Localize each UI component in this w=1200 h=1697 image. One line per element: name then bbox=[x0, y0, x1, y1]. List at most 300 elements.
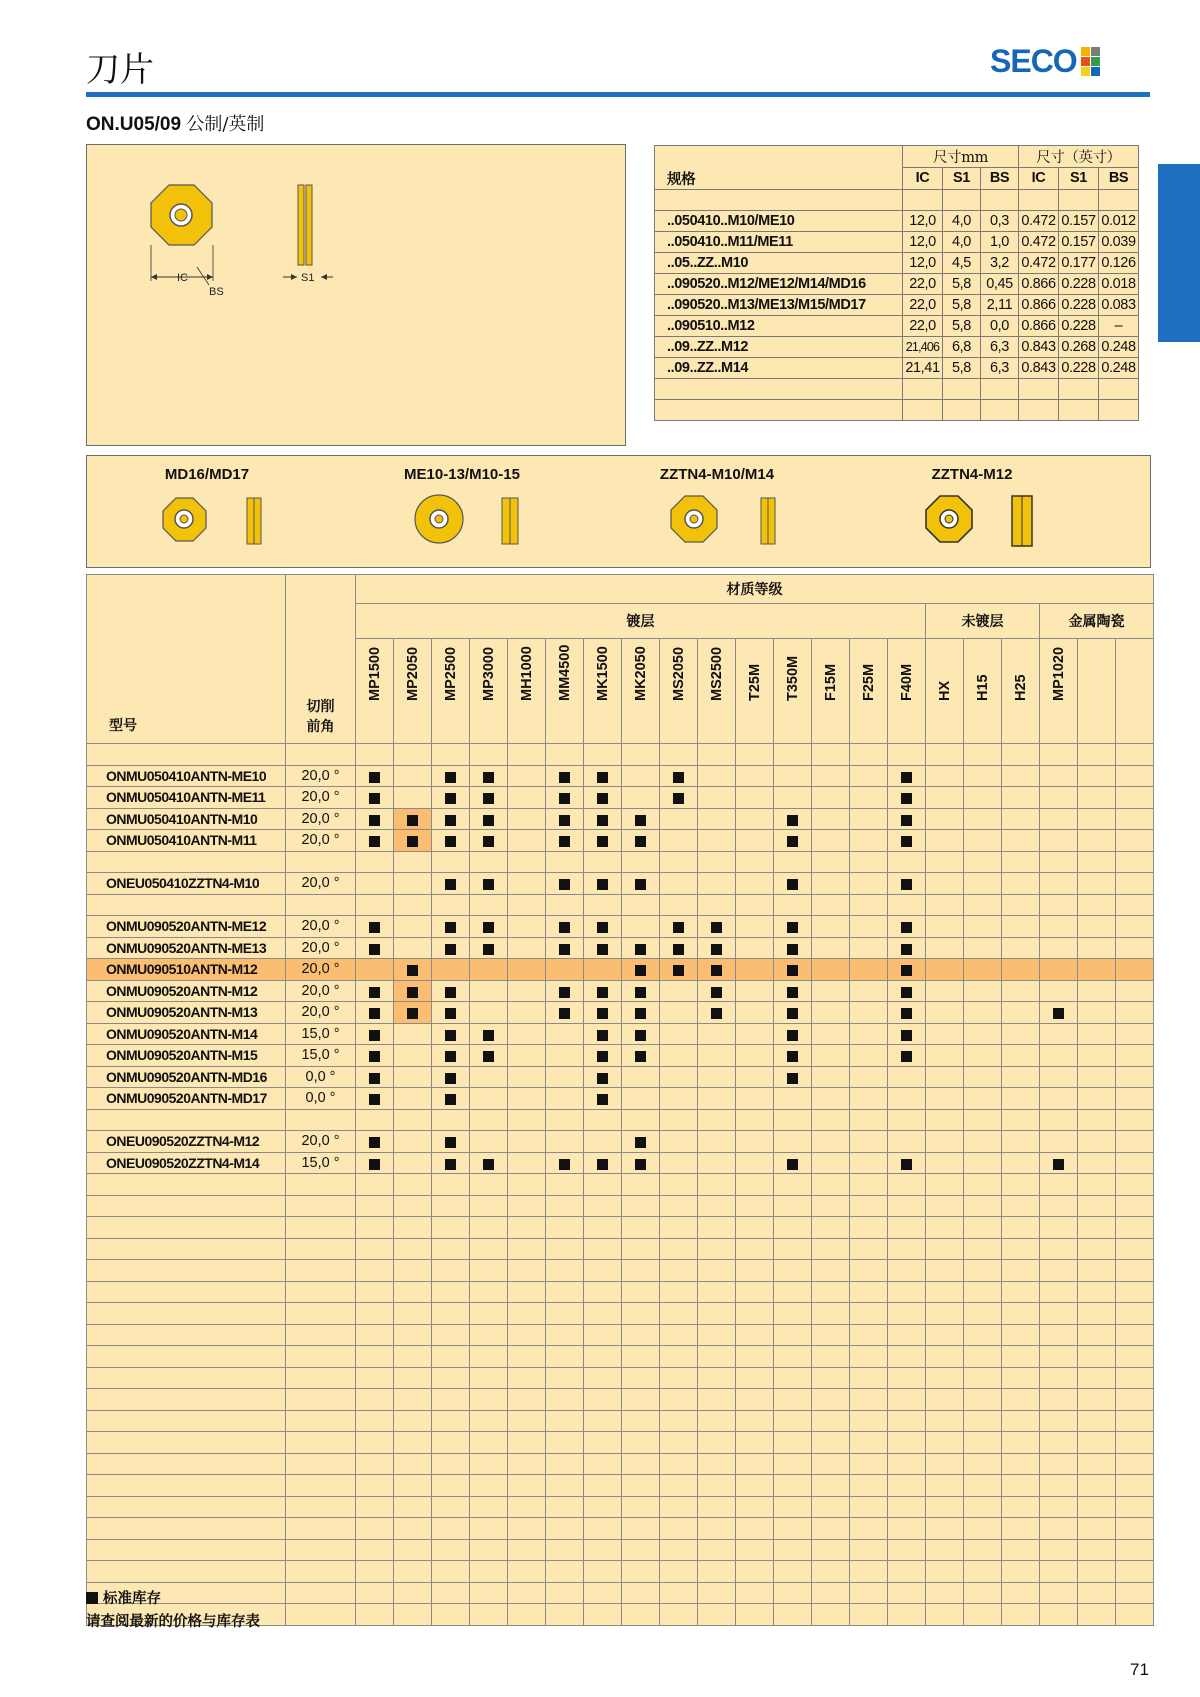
grade-cell bbox=[774, 808, 812, 830]
grade-cell bbox=[926, 851, 964, 873]
numbered-insert-icon bbox=[597, 456, 837, 569]
grade-cell bbox=[698, 894, 736, 916]
grade-cell bbox=[1116, 959, 1154, 981]
grade-cell bbox=[356, 1131, 394, 1153]
grade-cell bbox=[964, 980, 1002, 1002]
grade-cell bbox=[394, 1604, 432, 1626]
model-code: ONMU090520ANTN-M15 bbox=[87, 1045, 286, 1067]
grade-cell bbox=[584, 1346, 622, 1368]
stock-square-icon bbox=[673, 944, 684, 955]
stock-square-icon bbox=[597, 1159, 608, 1170]
grade-cell bbox=[698, 1475, 736, 1497]
stock-square-icon bbox=[369, 815, 380, 826]
grade-cell bbox=[888, 1389, 926, 1411]
grade-cell bbox=[850, 808, 888, 830]
table-row bbox=[87, 1539, 1154, 1561]
grade-cell bbox=[394, 959, 432, 981]
grade-cell bbox=[926, 1066, 964, 1088]
grade-cell bbox=[736, 1066, 774, 1088]
grade-cell bbox=[584, 1002, 622, 1024]
dim-value: 4,0 bbox=[943, 231, 981, 252]
table-row bbox=[87, 1174, 1154, 1196]
grade-cell bbox=[356, 1281, 394, 1303]
grade-cell bbox=[394, 980, 432, 1002]
grade-cell bbox=[964, 1389, 1002, 1411]
grade-cell bbox=[356, 1539, 394, 1561]
grade-cell bbox=[1002, 1023, 1040, 1045]
grade-cell bbox=[1078, 916, 1116, 938]
grade-cell bbox=[964, 1174, 1002, 1196]
grade-cell bbox=[432, 1217, 470, 1239]
grade-cell bbox=[356, 830, 394, 852]
grade-cell bbox=[432, 1109, 470, 1131]
grade-cell bbox=[1078, 959, 1116, 981]
grade-cell bbox=[394, 1281, 432, 1303]
grade-cell bbox=[1002, 765, 1040, 787]
grade-cell bbox=[546, 873, 584, 895]
grade-cell bbox=[812, 1131, 850, 1153]
grade-cell bbox=[926, 1432, 964, 1454]
grade-cell bbox=[356, 1066, 394, 1088]
grade-cell bbox=[850, 980, 888, 1002]
grade-cell bbox=[546, 894, 584, 916]
dim-value: 0.268 bbox=[1059, 336, 1099, 357]
grade-cell bbox=[964, 1088, 1002, 1110]
grade-cell bbox=[850, 744, 888, 766]
grade-cell bbox=[926, 873, 964, 895]
grade-cell bbox=[622, 980, 660, 1002]
grade-cell bbox=[1116, 1324, 1154, 1346]
grade-cell bbox=[1040, 1066, 1078, 1088]
grade-cell bbox=[774, 959, 812, 981]
grade-cell bbox=[394, 1346, 432, 1368]
table-row bbox=[87, 1088, 1154, 1110]
grade-cell bbox=[546, 1389, 584, 1411]
stock-square-icon bbox=[635, 1030, 646, 1041]
grade-cell bbox=[470, 765, 508, 787]
grade-cell bbox=[508, 937, 546, 959]
grade-cell bbox=[660, 1324, 698, 1346]
grade-cell bbox=[584, 1410, 622, 1432]
grade-cell bbox=[888, 1496, 926, 1518]
table-row bbox=[87, 1023, 1154, 1045]
grade-cell bbox=[1078, 765, 1116, 787]
grade-cell bbox=[660, 894, 698, 916]
grade-cell bbox=[432, 1539, 470, 1561]
grade-cell bbox=[888, 916, 926, 938]
grade-cell bbox=[926, 1324, 964, 1346]
dim-value: 0.866 bbox=[1019, 315, 1059, 336]
grade-cell bbox=[660, 851, 698, 873]
page-number: 71 bbox=[1130, 1660, 1149, 1679]
grade-cell bbox=[432, 937, 470, 959]
grade-cell bbox=[660, 1045, 698, 1067]
grade-cell bbox=[508, 851, 546, 873]
grade-cell bbox=[812, 937, 850, 959]
grade-cell bbox=[774, 1045, 812, 1067]
grade-cell bbox=[964, 1217, 1002, 1239]
rake-angle bbox=[286, 1453, 356, 1475]
grade-cell bbox=[546, 1453, 584, 1475]
grade-cell bbox=[622, 744, 660, 766]
stock-square-icon bbox=[445, 1094, 456, 1105]
grade-cell bbox=[1116, 1453, 1154, 1475]
logo-text: SECO bbox=[990, 43, 1077, 79]
grade-cell bbox=[546, 1152, 584, 1174]
s1-label: S1 bbox=[301, 272, 315, 284]
grade-cell bbox=[584, 1045, 622, 1067]
grade-cell bbox=[774, 1389, 812, 1411]
model-code: ONMU090520ANTN-M13 bbox=[87, 1002, 286, 1024]
grade-cell bbox=[812, 787, 850, 809]
grade-cell bbox=[964, 959, 1002, 981]
grade-cell bbox=[964, 1582, 1002, 1604]
grade-cell bbox=[1002, 1303, 1040, 1325]
grade-cell bbox=[584, 1109, 622, 1131]
grade-cell bbox=[964, 1066, 1002, 1088]
grade-cell bbox=[964, 1281, 1002, 1303]
stock-square-icon bbox=[787, 1159, 798, 1170]
grade-cell bbox=[698, 1131, 736, 1153]
grade-cell bbox=[660, 1453, 698, 1475]
grade-cell bbox=[850, 1238, 888, 1260]
grade-cell bbox=[622, 1002, 660, 1024]
grade-cell bbox=[1040, 851, 1078, 873]
dim-value: 0.472 bbox=[1019, 252, 1059, 273]
grade-cell bbox=[774, 1088, 812, 1110]
grade-cell bbox=[660, 1303, 698, 1325]
grade-cell bbox=[432, 1066, 470, 1088]
grade-group-header: 材质等级 bbox=[356, 575, 1154, 604]
grade-cell bbox=[470, 1346, 508, 1368]
grade-cell bbox=[546, 1582, 584, 1604]
grade-cell bbox=[546, 1260, 584, 1282]
grade-cell bbox=[888, 1518, 926, 1540]
grade-name: F15M bbox=[822, 663, 839, 701]
grade-cell bbox=[1116, 1260, 1154, 1282]
grade-cell bbox=[1002, 1260, 1040, 1282]
grade-cell bbox=[622, 1195, 660, 1217]
grade-cell bbox=[622, 873, 660, 895]
stock-square-icon bbox=[445, 772, 456, 783]
stock-square-icon bbox=[597, 1094, 608, 1105]
grade-cell bbox=[1078, 980, 1116, 1002]
grade-cell bbox=[660, 1002, 698, 1024]
grade-cell bbox=[812, 1281, 850, 1303]
grade-cell bbox=[660, 1561, 698, 1583]
grade-cell bbox=[926, 916, 964, 938]
rake-angle bbox=[286, 1518, 356, 1540]
grade-cell bbox=[356, 1518, 394, 1540]
grade-cell bbox=[926, 765, 964, 787]
table-row bbox=[87, 1066, 1154, 1088]
grade-cell bbox=[394, 894, 432, 916]
grade-cell bbox=[736, 1367, 774, 1389]
stock-square-icon bbox=[369, 836, 380, 847]
grade-cell bbox=[660, 873, 698, 895]
grade-cell bbox=[432, 1260, 470, 1282]
grade-cell bbox=[508, 1002, 546, 1024]
legend-note: 请查阅最新的价格与库存表 bbox=[86, 1613, 260, 1630]
rake-angle bbox=[286, 894, 356, 916]
grade-cell bbox=[584, 1088, 622, 1110]
seco-logo bbox=[990, 43, 1100, 79]
grade-cell bbox=[470, 1238, 508, 1260]
grade-cell bbox=[850, 1453, 888, 1475]
grade-cell bbox=[622, 765, 660, 787]
grade-cell bbox=[1040, 1410, 1078, 1432]
grade-cell bbox=[774, 830, 812, 852]
grade-cell bbox=[356, 1088, 394, 1110]
grade-cell bbox=[1078, 1324, 1116, 1346]
stock-square-icon bbox=[901, 772, 912, 783]
grade-cell bbox=[660, 1582, 698, 1604]
model-code: ONMU090520ANTN-M14 bbox=[87, 1023, 286, 1045]
grade-cell bbox=[394, 916, 432, 938]
stock-square-icon bbox=[407, 836, 418, 847]
grade-cell bbox=[1116, 830, 1154, 852]
grade-cell bbox=[508, 873, 546, 895]
model-code bbox=[87, 1260, 286, 1282]
model-code: ONMU090520ANTN-MD16 bbox=[87, 1066, 286, 1088]
grade-cell bbox=[1040, 1582, 1078, 1604]
grade-cell bbox=[926, 1561, 964, 1583]
grade-cell bbox=[736, 980, 774, 1002]
grade-cell bbox=[546, 1131, 584, 1153]
stock-square-icon bbox=[407, 965, 418, 976]
dim-col-header: IC bbox=[903, 168, 943, 190]
grade-cell bbox=[812, 980, 850, 1002]
grade-cell bbox=[660, 1475, 698, 1497]
insert-diagram-panel bbox=[86, 144, 626, 446]
grade-cell bbox=[470, 808, 508, 830]
grade-cell bbox=[622, 1561, 660, 1583]
stock-square-icon bbox=[787, 836, 798, 847]
grade-cell bbox=[736, 894, 774, 916]
grade-cell bbox=[964, 851, 1002, 873]
grade-cell bbox=[698, 744, 736, 766]
grade-cell bbox=[698, 959, 736, 981]
grade-cell bbox=[470, 1367, 508, 1389]
stock-square-icon bbox=[369, 772, 380, 783]
stock-square-icon bbox=[445, 944, 456, 955]
grade-cell bbox=[508, 1131, 546, 1153]
grade-cell bbox=[1116, 937, 1154, 959]
grade-cell bbox=[356, 1604, 394, 1626]
grade-cell bbox=[926, 744, 964, 766]
grade-name: F25M bbox=[860, 663, 877, 701]
table-row bbox=[87, 1518, 1154, 1540]
grade-cell bbox=[508, 765, 546, 787]
stock-square-icon bbox=[901, 836, 912, 847]
grade-cell bbox=[1040, 873, 1078, 895]
dim-spec: ..050410..M10/ME10 bbox=[655, 210, 903, 231]
stock-square-icon bbox=[787, 815, 798, 826]
model-code bbox=[87, 1324, 286, 1346]
grade-cell bbox=[1002, 1238, 1040, 1260]
grade-cell bbox=[546, 851, 584, 873]
grade-cell bbox=[736, 1453, 774, 1475]
grade-cell bbox=[356, 873, 394, 895]
grade-cell bbox=[1002, 1604, 1040, 1626]
rake-angle bbox=[286, 1561, 356, 1583]
stock-square-icon bbox=[559, 987, 570, 998]
stock-square-icon bbox=[787, 1073, 798, 1084]
dim-value: 0.843 bbox=[1019, 357, 1059, 378]
dim-group-mm: 尺寸mm bbox=[903, 146, 1019, 168]
grade-cell bbox=[812, 1518, 850, 1540]
grade-cell bbox=[432, 1045, 470, 1067]
grade-name: MM4500 bbox=[556, 644, 573, 701]
grade-cell bbox=[1078, 744, 1116, 766]
table-row bbox=[87, 1346, 1154, 1368]
grade-cell bbox=[356, 1389, 394, 1411]
grade-cell bbox=[508, 1066, 546, 1088]
grade-cell bbox=[888, 1131, 926, 1153]
grade-cell bbox=[356, 1324, 394, 1346]
grade-cell bbox=[356, 959, 394, 981]
grade-cell bbox=[964, 1453, 1002, 1475]
grade-cell bbox=[1002, 1002, 1040, 1024]
grade-cell bbox=[964, 873, 1002, 895]
grade-cell bbox=[470, 1152, 508, 1174]
grade-cell bbox=[1040, 959, 1078, 981]
model-code: ONMU050410ANTN-ME10 bbox=[87, 765, 286, 787]
grade-cell bbox=[470, 787, 508, 809]
dim-row bbox=[655, 315, 1139, 336]
table-row bbox=[87, 937, 1154, 959]
grade-cell bbox=[432, 765, 470, 787]
stock-square-icon bbox=[407, 1008, 418, 1019]
stock-square-icon bbox=[901, 1159, 912, 1170]
grade-cell bbox=[1078, 937, 1116, 959]
grade-cell bbox=[356, 1109, 394, 1131]
grade-cell bbox=[1002, 1518, 1040, 1540]
grade-cell bbox=[660, 1346, 698, 1368]
grade-availability-table bbox=[86, 574, 1154, 1626]
grade-cell bbox=[1002, 1582, 1040, 1604]
grade-cell bbox=[470, 1174, 508, 1196]
grade-cell bbox=[964, 1346, 1002, 1368]
grade-cell bbox=[432, 1389, 470, 1411]
grade-cell bbox=[394, 1389, 432, 1411]
model-code bbox=[87, 1303, 286, 1325]
grade-cell bbox=[888, 1260, 926, 1282]
grade-cell bbox=[698, 1518, 736, 1540]
dim-value: 4,5 bbox=[943, 252, 981, 273]
dim-value: 6,8 bbox=[943, 336, 981, 357]
stock-square-icon bbox=[445, 1073, 456, 1084]
grade-cell bbox=[1040, 830, 1078, 852]
grade-cell bbox=[736, 1174, 774, 1196]
grade-cell bbox=[508, 1152, 546, 1174]
grade-cell bbox=[850, 1131, 888, 1153]
dim-spec: ..050410..M11/ME11 bbox=[655, 231, 903, 252]
subtitle-desc: 公制/英制 bbox=[186, 114, 265, 135]
dim-spec: ..090520..M12/ME12/M14/MD16 bbox=[655, 273, 903, 294]
grade-cell bbox=[774, 1561, 812, 1583]
stock-square-icon bbox=[597, 1030, 608, 1041]
grade-cell bbox=[812, 1346, 850, 1368]
rake-angle: 0,0 ° bbox=[286, 1066, 356, 1088]
grade-cell bbox=[1040, 1045, 1078, 1067]
grade-cell bbox=[1116, 1066, 1154, 1088]
grade-cell bbox=[622, 1389, 660, 1411]
grade-cell bbox=[926, 830, 964, 852]
grade-cell bbox=[546, 1195, 584, 1217]
stock-square-icon bbox=[559, 1008, 570, 1019]
grade-cell bbox=[584, 959, 622, 981]
dim-spec: ..090520..M13/ME13/M15/MD17 bbox=[655, 294, 903, 315]
grade-cell bbox=[356, 894, 394, 916]
grade-cell bbox=[888, 765, 926, 787]
grade-cell bbox=[508, 830, 546, 852]
rake-angle: 15,0 ° bbox=[286, 1023, 356, 1045]
grade-cell bbox=[546, 1539, 584, 1561]
stock-square-icon bbox=[445, 793, 456, 804]
grade-cell bbox=[1116, 1281, 1154, 1303]
rake-angle bbox=[286, 1475, 356, 1497]
page-title: 刀片 bbox=[86, 50, 154, 90]
grade-cell bbox=[470, 1561, 508, 1583]
grade-cell bbox=[584, 1217, 622, 1239]
grade-cell bbox=[1116, 916, 1154, 938]
grade-cell bbox=[1002, 937, 1040, 959]
dim-spec-header: 规格 bbox=[655, 168, 903, 190]
grade-cell bbox=[888, 937, 926, 959]
rake-angle bbox=[286, 1324, 356, 1346]
grade-cell bbox=[774, 1582, 812, 1604]
grade-cell bbox=[356, 1453, 394, 1475]
grade-cell bbox=[812, 1410, 850, 1432]
table-row bbox=[87, 1410, 1154, 1432]
grade-cell bbox=[812, 1238, 850, 1260]
grade-cell bbox=[888, 744, 926, 766]
grade-cell bbox=[888, 1109, 926, 1131]
grade-cell bbox=[888, 1023, 926, 1045]
stock-square-icon bbox=[787, 1051, 798, 1062]
grade-cell bbox=[926, 1389, 964, 1411]
grade-cell bbox=[546, 1475, 584, 1497]
grade-cell bbox=[1002, 1281, 1040, 1303]
grade-cell bbox=[850, 1346, 888, 1368]
grade-cell bbox=[1078, 1561, 1116, 1583]
grade-cell bbox=[1116, 851, 1154, 873]
grade-cell bbox=[394, 1088, 432, 1110]
grade-cell bbox=[622, 1023, 660, 1045]
rake-angle bbox=[286, 1174, 356, 1196]
grade-cell bbox=[508, 1238, 546, 1260]
grade-cell bbox=[774, 1346, 812, 1368]
grade-cell bbox=[888, 1604, 926, 1626]
grade-cell bbox=[470, 1432, 508, 1454]
grade-cell bbox=[774, 744, 812, 766]
grade-cell bbox=[470, 980, 508, 1002]
variant-me10-m15 bbox=[342, 456, 582, 569]
grade-cell bbox=[1002, 1432, 1040, 1454]
grade-cell bbox=[584, 1496, 622, 1518]
model-code bbox=[87, 894, 286, 916]
grade-cell bbox=[546, 980, 584, 1002]
grade-cell bbox=[850, 1281, 888, 1303]
grade-cell bbox=[546, 1367, 584, 1389]
stock-square-icon bbox=[901, 922, 912, 933]
grade-cell bbox=[850, 1260, 888, 1282]
stock-square-icon bbox=[711, 922, 722, 933]
dim-col-header: BS bbox=[981, 168, 1019, 190]
grade-cell bbox=[812, 1453, 850, 1475]
stock-square-icon bbox=[673, 965, 684, 976]
